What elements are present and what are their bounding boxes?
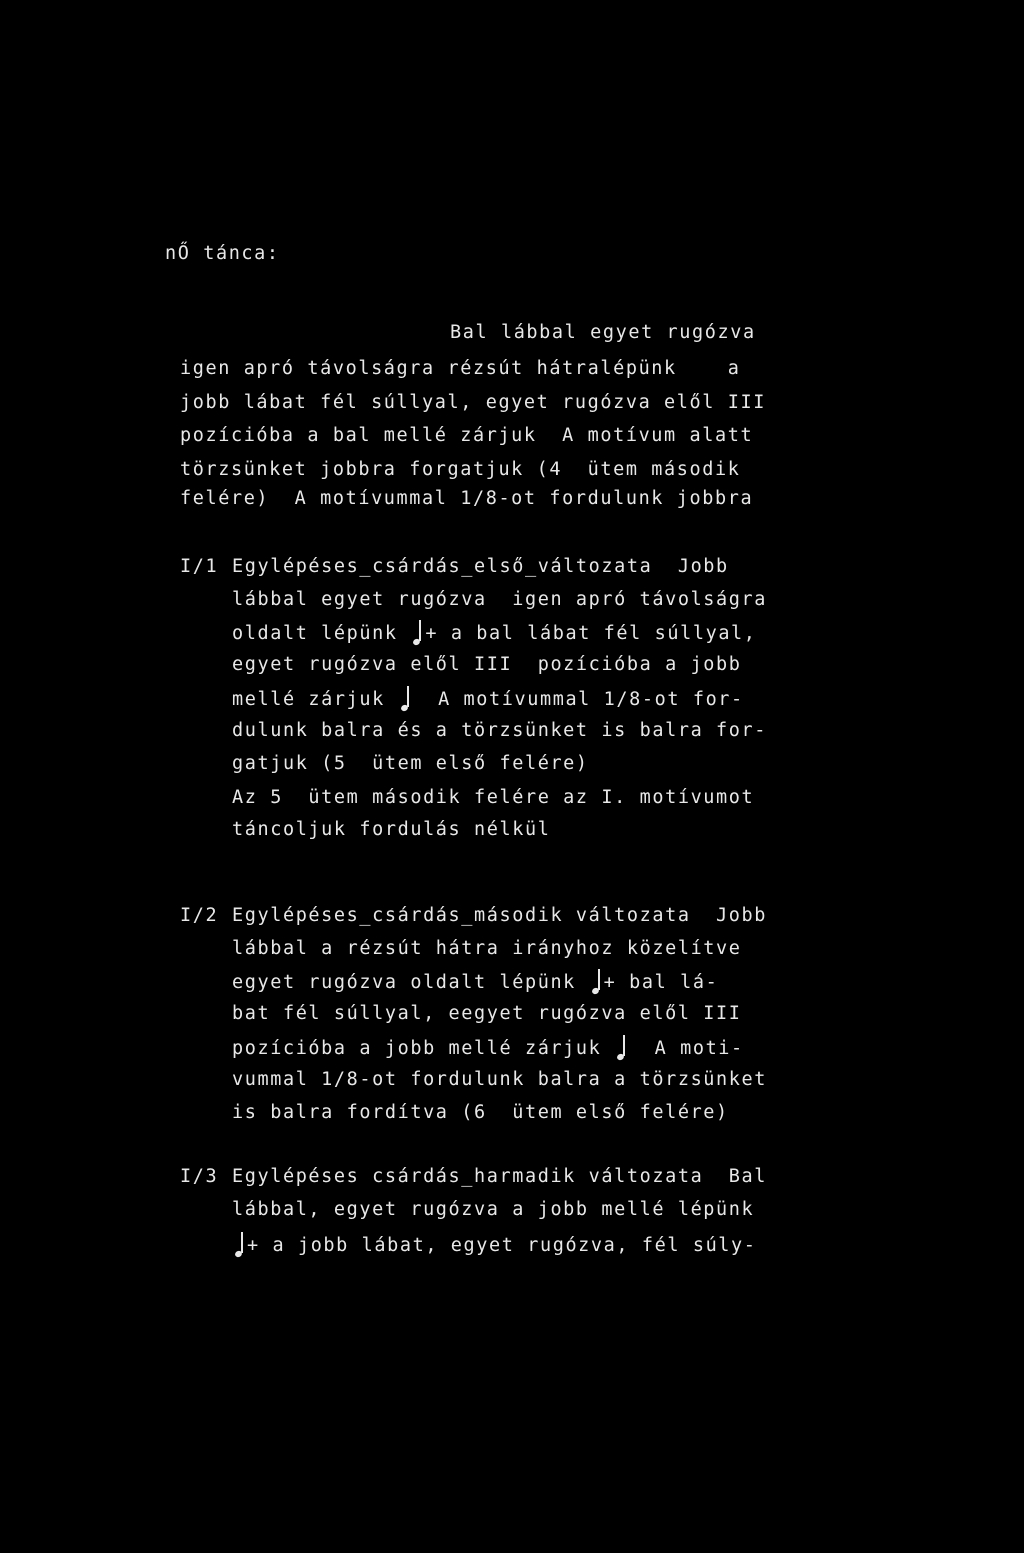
intro-line: törzsünket jobbra forgatjuk (4 ütem második (180, 459, 741, 480)
section-line: mellé zárjuk A motívummal 1/8-ot for- (232, 686, 744, 712)
section-line: pozícióba a jobb mellé zárjuk A moti- (232, 1035, 744, 1061)
section-number: I/2 (180, 905, 219, 926)
section-line: vummal 1/8-ot fordulunk balra a törzsünket (232, 1069, 767, 1090)
quarter-note-icon (616, 1035, 627, 1061)
section-line: Az 5 ütem második felére az I. motívumot (232, 787, 755, 808)
intro-line: igen apró távolságra rézsút hátralépünk a (180, 358, 741, 379)
section-line: lábbal a rézsút hátra irányhoz közelítve (232, 938, 742, 959)
section-line: egyet rugózva oldalt lépünk + bal lá- (232, 969, 718, 995)
section-line: dulunk balra és a törzsünket is balra for- (232, 720, 767, 741)
section-line: is balra fordítva (6 ütem első felére) (232, 1102, 729, 1123)
intro-line: Bal lábbal egyet rugózva (450, 322, 756, 343)
section-line: lábbal, egyet rugózva a jobb mellé lépünk (232, 1199, 755, 1220)
section-line: táncoljuk fordulás nélkül (232, 819, 551, 840)
section-line: gatjuk (5 ütem első felére) (232, 753, 589, 774)
intro-line: felére) A motívummal 1/8-ot fordulunk jobbra (180, 488, 754, 509)
section-number: I/1 (180, 556, 219, 577)
section-line: egyet rugózva elől III pozícióba a jobb (232, 654, 742, 675)
section-line: Egylépéses_csárdás_első_változata Jobb (232, 556, 729, 577)
section-line: Egylépéses_csárdás_második változata Jobb (232, 905, 767, 926)
section-line: + a jobb lábat, egyet rugózva, fél súly- (232, 1232, 757, 1258)
quarter-note-icon (412, 620, 423, 646)
page-heading: nŐ tánca: (165, 243, 280, 264)
section-line: oldalt lépünk + a bal lábat fél súllyal, (232, 620, 757, 646)
intro-line: jobb lábat fél súllyal, egyet rugózva elől III (180, 392, 766, 413)
section-line: bat fél súllyal, eegyet rugózva elől III (232, 1003, 742, 1024)
quarter-note-icon (234, 1232, 245, 1258)
section-line: lábbal egyet rugózva igen apró távolságra (232, 589, 767, 610)
quarter-note-icon (591, 969, 602, 995)
quarter-note-icon (400, 686, 411, 712)
section-line: Egylépéses csárdás_harmadik változata Bal (232, 1166, 767, 1187)
section-number: I/3 (180, 1166, 219, 1187)
intro-line: pozícióba a bal mellé zárjuk A motívum alatt (180, 425, 754, 446)
